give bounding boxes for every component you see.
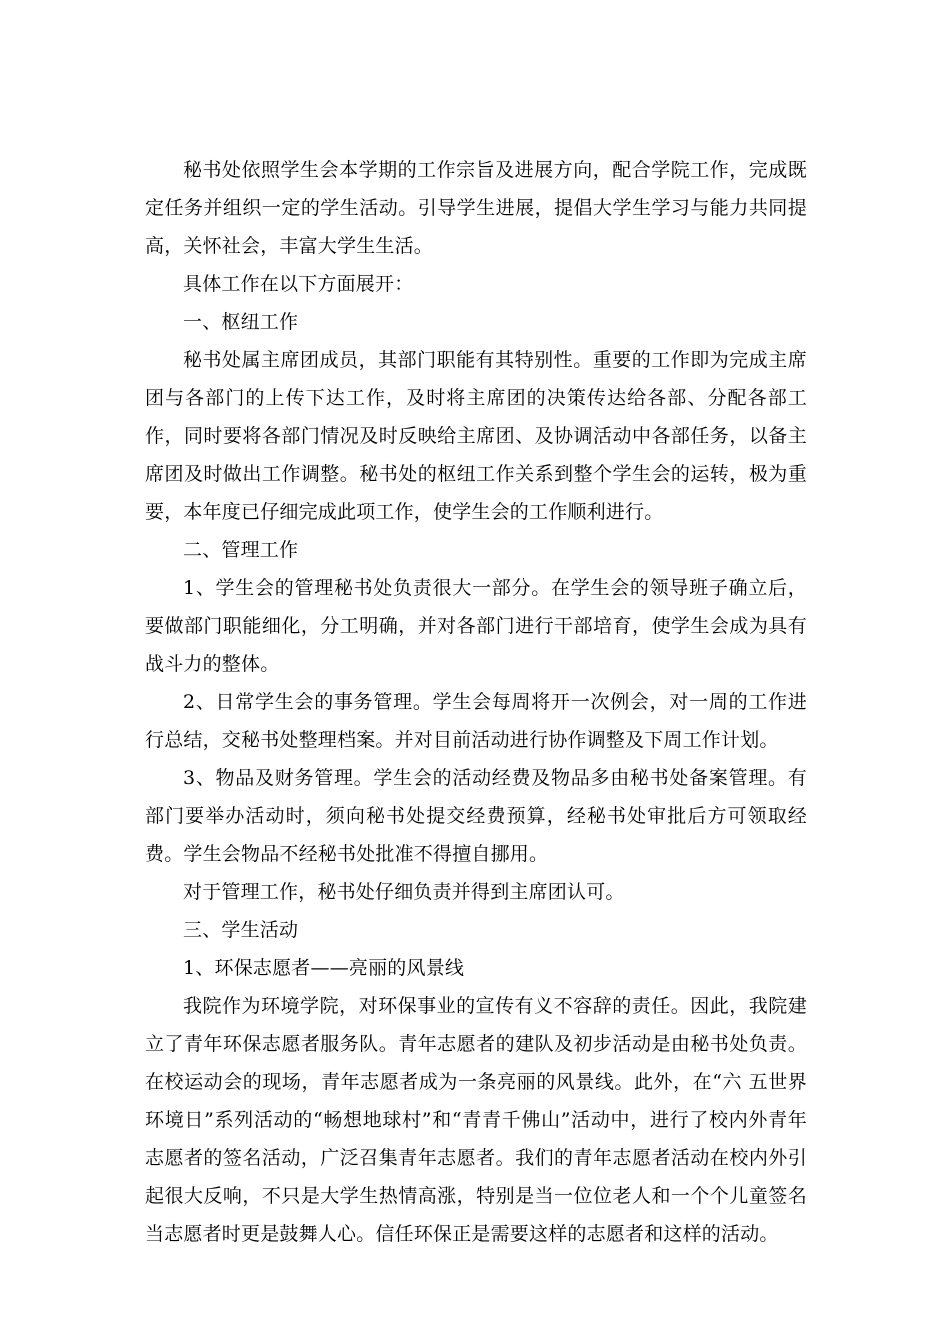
document-body: [145, 151, 807, 1253]
management-item-3: 3、物品及财务管理。学生会的活动经费及物品多由秘书处备案管理。有部门要举办活动时，须向秘书处提交经费预算，经秘书处审批后方可领取经费。学生会物品不经秘书处批准不得擅自挪用。: [145, 767, 807, 865]
management-summary-paragraph: 对于管理工作，秘书处仔细负责并得到主席团认可。: [183, 881, 625, 903]
section-heading-management-work: 二、管理工作: [183, 539, 299, 561]
section-heading-hub-work: 一、枢纽工作: [183, 311, 299, 333]
work-overview-paragraph: 具体工作在以下方面展开：: [183, 273, 414, 295]
hub-work-paragraph: 秘书处属主席团成员，其部门职能有其特别性。重要的工作即为完成主席团与各部门的上传下达工作，及时将主席团的决策传达给各部、分配各部工作，同时要将各部门情况及时反映给主席团、及协调活动中各部任务，以备主席团及时做出工作调整。秘书处的枢纽工作关系到整个学生会的运转，极为重要，本年度已仔细完成此项工作，使学生会的工作顺利进行。: [145, 349, 807, 523]
management-item-2: 2、日常学生会的事务管理。学生会每周将开一次例会，对一周的工作进行总结，交秘书处整理档案。并对目前活动进行协作调整及下周工作计划。: [145, 691, 807, 751]
intro-paragraph: 秘书处依照学生会本学期的工作宗旨及进展方向，配合学院工作，完成既定任务并组织一定的学生活动。引导学生进展，提倡大学生学习与能力共同提高，关怀社会，丰富大学生生活。: [145, 159, 807, 257]
volunteers-paragraph: 我院作为环境学院，对环保事业的宣传有义不容辞的责任。因此，我院建立了青年环保志愿者服务队。青年志愿者的建队及初步活动是由秘书处负责。在校运动会的现场，青年志愿者成为一条亮丽的风景线。此外，在“六 五世界环境日”系列活动的“畅想地球村”和“青青千佛山”活动中，进行了校内外青年志愿者的签名活动，广泛召集青年志愿者。我们的青年志愿者活动在校内外引起很大反响，不只是大学生热情高涨，特别是当一位位老人和一个个儿童签名当志愿者时更是鼓舞人心。信任环保正是需要这样的志愿者和这样的活动。: [145, 995, 807, 1245]
section-heading-student-activities: 三、学生活动: [183, 919, 299, 941]
management-item-1: 1、学生会的管理秘书处负责很大一部分。在学生会的领导班子确立后，要做部门职能细化，分工明确，并对各部门进行干部培育，使学生会成为具有战斗力的整体。: [145, 577, 807, 675]
activity-heading-volunteers: 1、环保志愿者——亮丽的风景线: [183, 957, 465, 979]
